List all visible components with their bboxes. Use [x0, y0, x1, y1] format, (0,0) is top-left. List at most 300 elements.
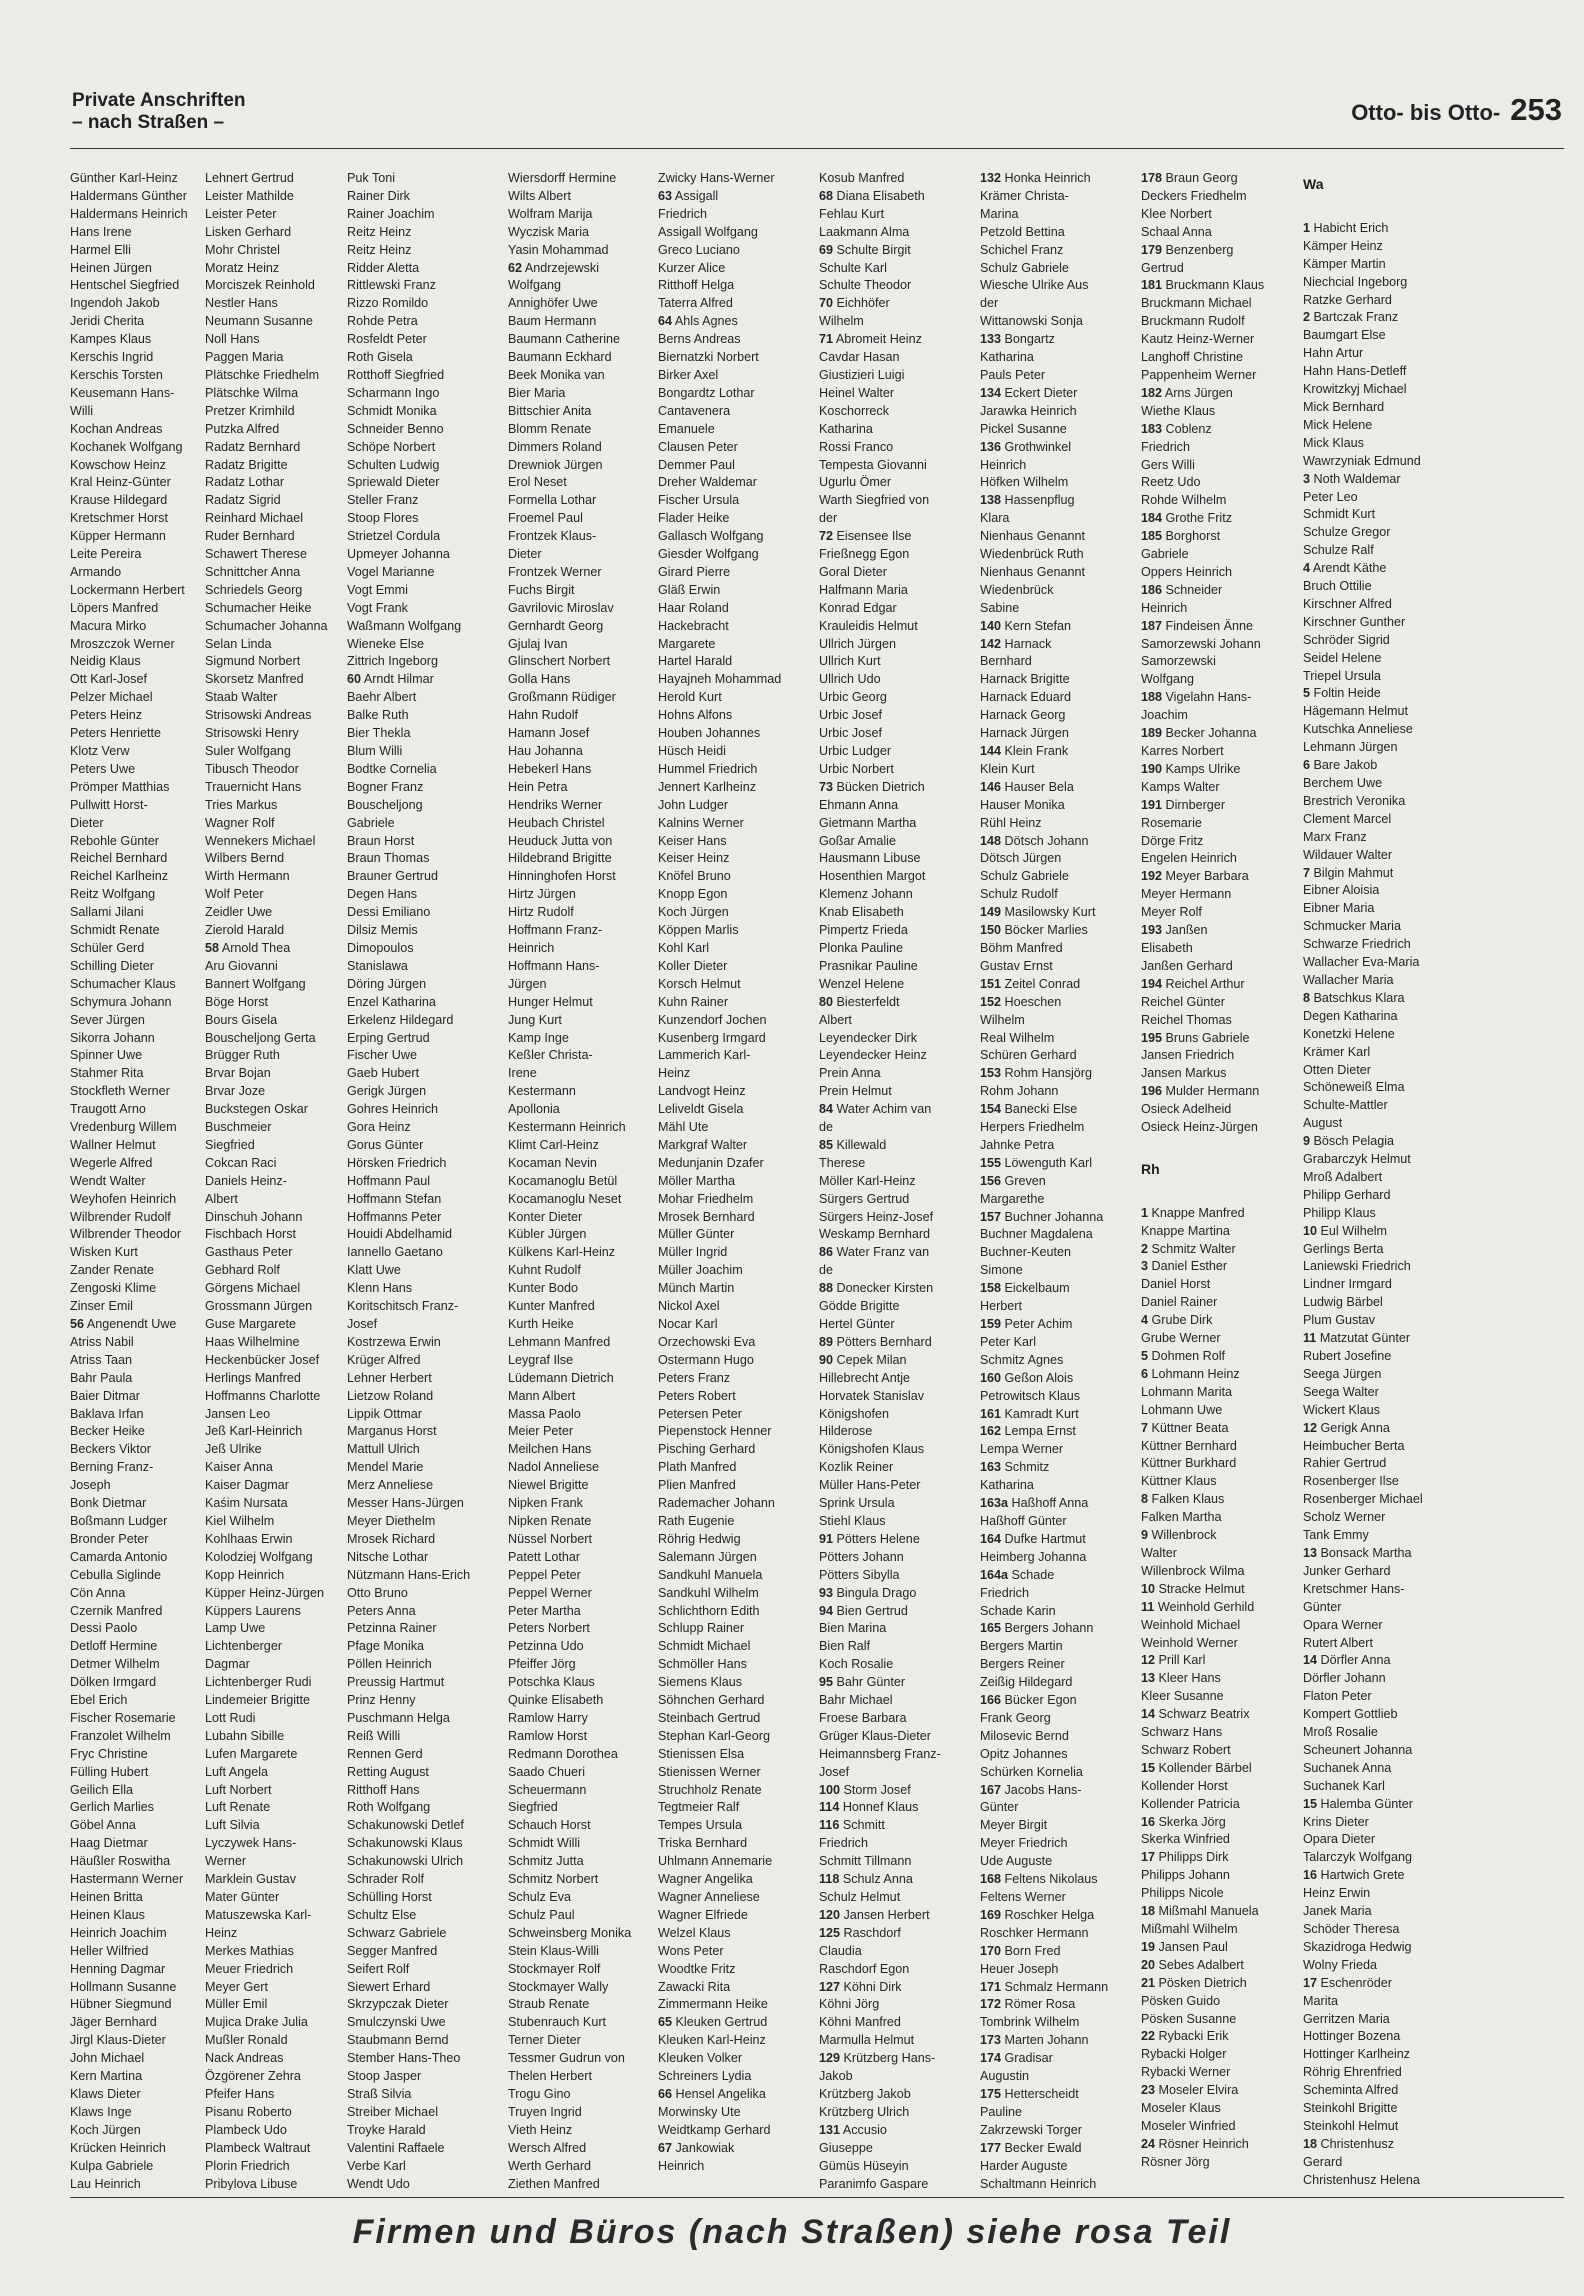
house-number: 174	[980, 2051, 1002, 2066]
resident-entry: Tempes Ursula	[658, 1818, 742, 1833]
resident-entry: Wiedenbrück	[980, 582, 1054, 597]
resident-entry: Lehmann Manfred	[508, 1334, 611, 1349]
resident-entry: Reitz Wolfgang	[70, 887, 156, 902]
resident-entry: 138 Hassenpflug	[980, 493, 1075, 508]
resident-entry: Roth Gisela	[347, 350, 413, 365]
resident-entry: Kutschka Anneliese	[1303, 722, 1413, 737]
resident-entry: Schnittcher Anna	[205, 564, 301, 579]
resident-entry: Küpper Heinz-Jürgen	[205, 1585, 325, 1600]
resident-entry: Kestermann	[508, 1084, 576, 1099]
resident-entry: Elisabeth	[1141, 940, 1193, 955]
house-number: 165	[980, 1621, 1002, 1636]
house-number: 18	[1141, 1904, 1156, 1919]
resident-entry: der	[819, 511, 838, 526]
resident-entry: Ramlow Horst	[508, 1728, 588, 1743]
resident-entry: Joseph	[70, 1478, 111, 1493]
resident-entry: Klenn Hans	[347, 1281, 413, 1296]
resident-entry: Leyendecker Heinz	[819, 1048, 927, 1063]
resident-entry: Terner Dieter	[508, 2033, 581, 2048]
resident-entry: Heckenbücker Josef	[205, 1352, 320, 1367]
resident-entry: Steinkohl Brigitte	[1303, 2101, 1398, 2116]
resident-entry: Kampes Klaus	[70, 332, 152, 347]
resident-entry: Kral Heinz-Günter	[70, 475, 171, 490]
resident-entry: Peters Uwe	[70, 761, 136, 776]
resident-entry: Harnack Brigitte	[980, 672, 1070, 687]
resident-entry: Kosub Manfred	[819, 171, 905, 185]
resident-entry: Urbic Norbert	[819, 761, 894, 776]
resident-entry: Meyer Gert	[205, 1979, 268, 1994]
resident-entry: Kämper Martin	[1303, 256, 1386, 271]
house-number: 16	[1141, 1814, 1156, 1829]
resident-entry: Mohar Friedhelm	[658, 1191, 754, 1206]
resident-entry: Bannert Wolfgang	[205, 976, 306, 991]
resident-entry: Niechcial Ingeborg	[1303, 274, 1408, 289]
resident-entry: Hahn Artur	[1303, 346, 1364, 361]
house-number: 3	[1303, 471, 1311, 486]
resident-entry: 118 Schulz Anna	[819, 1872, 913, 1887]
resident-entry: Schakunowski Detlef	[347, 1818, 464, 1833]
resident-entry: Buchner-Keuten	[980, 1245, 1072, 1260]
resident-entry: Erol Neset	[508, 475, 567, 490]
resident-entry: 65 Kleuken Gertrud	[658, 2015, 768, 2030]
resident-entry: Bittschier Anita	[508, 403, 592, 418]
resident-entry: Wolfgang	[1141, 672, 1194, 687]
resident-entry: 164 Dufke Hartmut	[980, 1531, 1086, 1546]
resident-entry: Valentini Raffaele	[347, 2140, 445, 2155]
resident-entry: Jahnke Petra	[980, 1137, 1055, 1152]
resident-entry: Rittlewski Franz	[347, 278, 436, 293]
resident-entry: Massa Paolo	[508, 1406, 581, 1421]
resident-entry: Bouscheljong Gerta	[205, 1030, 316, 1045]
resident-entry: Krützberg Ulrich	[819, 2104, 910, 2119]
resident-entry: Frontzek Werner	[508, 564, 602, 579]
house-number: 153	[980, 1066, 1002, 1081]
resident-entry: Meier Peter	[508, 1424, 574, 1439]
resident-entry: Mähl Ute	[658, 1120, 709, 1135]
resident-entry: Zakrzewski Torger	[980, 2122, 1082, 2137]
resident-entry: 155 Löwenguth Karl	[980, 1155, 1093, 1170]
resident-entry: Radatz Brigitte	[205, 457, 288, 472]
resident-entry: Skorsetz Manfred	[205, 672, 304, 687]
resident-entry: Wagner Rolf	[205, 815, 275, 830]
house-number: 190	[1141, 761, 1163, 776]
resident-entry: Stockmayer Rolf	[508, 1961, 601, 1976]
resident-entry: Dessi Paolo	[70, 1621, 138, 1636]
resident-entry: Peter Karl	[980, 1334, 1036, 1349]
resident-entry: Petrowitsch Klaus	[980, 1388, 1081, 1403]
resident-entry: Ramlow Harry	[508, 1710, 588, 1725]
resident-entry: Schmitz Jutta	[508, 1854, 584, 1869]
resident-entry: Lufen Margarete	[205, 1746, 298, 1761]
resident-entry: Kretschmer Hans-	[1303, 1581, 1405, 1596]
resident-entry: Blum Willi	[347, 744, 403, 758]
resident-entry: Schulte Karl	[819, 260, 887, 275]
resident-entry: Prömper Matthias	[70, 779, 170, 794]
resident-entry: John Ludger	[658, 797, 729, 812]
resident-entry: Joachim	[1141, 708, 1188, 723]
resident-entry: Hilderose	[819, 1424, 873, 1439]
house-number: 131	[819, 2122, 841, 2137]
resident-entry: Nienhaus Genannt	[980, 564, 1086, 579]
resident-entry: Marx Franz	[1303, 829, 1367, 844]
resident-entry: Selan Linda	[205, 636, 272, 651]
resident-entry: Fuchs Birgit	[508, 582, 575, 597]
resident-entry: Clausen Peter	[658, 439, 738, 454]
house-number: 70	[819, 296, 834, 311]
resident-entry: Rybacki Holger	[1141, 2047, 1227, 2062]
resident-entry: 100 Storm Josef	[819, 1782, 911, 1797]
resident-entry: 60 Arndt Hilmar	[347, 672, 434, 687]
resident-entry: Janßen Gerhard	[1141, 958, 1233, 973]
resident-entry: Stoop Flores	[347, 511, 419, 526]
resident-entry: Spinner Uwe	[70, 1048, 143, 1063]
resident-entry: Brauner Gertrud	[347, 869, 438, 884]
resident-entry: Margarete	[658, 636, 716, 651]
resident-entry: Plambeck Udo	[205, 2122, 287, 2137]
house-number: 64	[658, 314, 673, 329]
resident-entry: Wisken Kurt	[70, 1245, 138, 1260]
resident-entry: Kunter Bodo	[508, 1281, 579, 1296]
resident-entry: Schultz Else	[347, 1907, 417, 1922]
resident-entry: Moseler Klaus	[1141, 2101, 1221, 2116]
resident-entry: Talarczyk Wolfgang	[1303, 1850, 1412, 1865]
house-number: 152	[980, 994, 1002, 1009]
house-number: 16	[1303, 1868, 1318, 1883]
footer-note: Firmen und Büros (nach Straßen) siehe rosa Teil	[352, 2213, 1232, 2251]
resident-entry: Jäger Bernhard	[70, 2015, 157, 2030]
resident-entry: Plambeck Waltraut	[205, 2140, 311, 2155]
house-number: 133	[980, 332, 1002, 347]
resident-entry: 131 Accusio	[819, 2122, 887, 2137]
resident-entry: Wawrzyniak Edmund	[1303, 453, 1421, 468]
resident-entry: Hentschel Siegfried	[70, 278, 180, 293]
resident-entry: Mattull Ulrich	[347, 1442, 420, 1457]
resident-entry: Zimmermann Heike	[658, 1997, 768, 2012]
resident-entry: 196 Mulder Hermann	[1141, 1084, 1260, 1099]
resident-entry: Kohlhaas Erwin	[205, 1531, 293, 1546]
resident-entry: Schmitz Agnes	[980, 1352, 1064, 1367]
resident-entry: Yasin Mohammad	[508, 242, 609, 257]
resident-entry: 19 Jansen Paul	[1141, 1939, 1228, 1954]
resident-entry: Heinrich	[508, 940, 555, 955]
resident-entry: de	[819, 1120, 834, 1135]
resident-entry: Bodtke Cornelia	[347, 761, 437, 776]
resident-entry: Therese	[819, 1155, 866, 1170]
resident-entry: Franzolet Wilhelm	[70, 1728, 171, 1743]
resident-entry: Ullrich Udo	[819, 672, 881, 687]
house-number: 167	[980, 1782, 1002, 1797]
resident-entry: Redmann Dorothea	[508, 1746, 618, 1761]
house-number: 116	[819, 1818, 840, 1833]
resident-entry: Leygraf Ilse	[508, 1352, 574, 1367]
resident-entry: Glinschert Norbert	[508, 654, 611, 669]
resident-entry: Armando	[70, 564, 122, 579]
resident-entry: 23 Moseler Elvira	[1141, 2083, 1239, 2098]
resident-entry: Vredenburg Willem	[70, 1120, 177, 1135]
resident-entry: Gohres Heinrich	[347, 1102, 438, 1117]
resident-entry: Bruch Ottilie	[1303, 579, 1372, 594]
resident-entry: Wilbrender Theodor	[70, 1227, 182, 1242]
resident-entry: 159 Peter Achim	[980, 1317, 1073, 1331]
resident-entry: 90 Cepek Milan	[819, 1352, 907, 1367]
resident-entry: Puschmann Helga	[347, 1710, 450, 1725]
house-number: 1	[1303, 220, 1311, 235]
house-number: 161	[980, 1406, 1002, 1421]
resident-entry: Langhoff Christine	[1141, 350, 1243, 365]
resident-entry: Hillebrecht Antje	[819, 1370, 911, 1385]
resident-entry: Scheuermann	[508, 1782, 587, 1797]
house-number: 151	[980, 976, 1002, 991]
resident-entry: Laniewski Friedrich	[1303, 1259, 1411, 1274]
resident-entry: Bien Marina	[819, 1621, 887, 1636]
house-number: 196	[1141, 1084, 1163, 1099]
resident-entry: Bier Maria	[508, 385, 566, 400]
resident-entry: 12 Prill Karl	[1141, 1653, 1206, 1668]
resident-entry: Keusemann Hans-	[70, 385, 175, 400]
house-number: 17	[1303, 1975, 1318, 1990]
resident-entry: 88 Donecker Kirsten	[819, 1281, 934, 1296]
resident-entry: Dinschuh Johann	[205, 1209, 303, 1224]
resident-entry: Atriss Nabil	[70, 1334, 134, 1349]
resident-entry: Weinhold Werner	[1141, 1635, 1238, 1650]
house-number: 23	[1141, 2083, 1156, 2098]
resident-entry: Fehlau Kurt	[819, 206, 885, 221]
resident-entry: Rubert Josefine	[1303, 1349, 1392, 1363]
resident-entry: Steinbach Gertrud	[658, 1710, 761, 1725]
resident-entry: Krüger Alfred	[347, 1352, 421, 1367]
resident-entry: 17 Eschenröder	[1303, 1975, 1392, 1990]
resident-entry: Rosenberger Ilse	[1303, 1474, 1399, 1489]
resident-entry: Kiel Wilhelm	[205, 1513, 275, 1528]
resident-entry: 15 Kollender Bärbel	[1141, 1760, 1252, 1775]
resident-entry: Giustizieri Luigi	[819, 367, 905, 382]
resident-entry: Wolfgang	[508, 278, 561, 293]
resident-entry: Erkelenz Hildegard	[347, 1012, 454, 1027]
resident-entry: Petzold Bettina	[980, 224, 1065, 239]
resident-entry: 148 Dötsch Johann	[980, 833, 1089, 848]
resident-entry: Hans Irene	[70, 224, 132, 239]
resident-entry: Nipken Renate	[508, 1513, 592, 1528]
house-number: 188	[1141, 690, 1163, 705]
resident-entry: Ridder Aletta	[347, 260, 420, 275]
house-number: 136	[980, 439, 1002, 454]
resident-entry: Gjulaj Ivan	[508, 636, 568, 651]
house-number: 182	[1141, 385, 1163, 400]
resident-entry: Ingendoh Jakob	[70, 296, 160, 311]
resident-entry: 150 Böcker Marlies	[980, 923, 1088, 938]
resident-entry: Klimt Carl-Heinz	[508, 1137, 599, 1152]
resident-entry: Mrosek Bernhard	[658, 1209, 755, 1224]
resident-entry: Böhm Manfred	[980, 940, 1063, 955]
resident-entry: Grüger Klaus-Dieter	[819, 1728, 931, 1743]
resident-entry: Daniels Heinz-	[205, 1173, 287, 1188]
resident-entry: Goßar Amalie	[819, 833, 896, 848]
house-number: 68	[819, 188, 834, 203]
resident-entry: Schmidt Monika	[347, 403, 437, 418]
resident-entry: Leliveldt Gisela	[658, 1102, 744, 1117]
resident-entry: Luft Renate	[205, 1800, 271, 1815]
resident-entry: Lippik Ottmar	[347, 1406, 422, 1421]
resident-entry: Geilich Ella	[70, 1782, 133, 1797]
resident-entry: Mroszczok Werner	[70, 636, 175, 651]
resident-entry: Sprink Ursula	[819, 1496, 895, 1511]
resident-entry: Külkens Karl-Heinz	[508, 1245, 616, 1260]
resident-entry: Walter	[1141, 1545, 1177, 1560]
resident-entry: Pötters Johann	[819, 1549, 904, 1564]
resident-entry: Tries Markus	[205, 797, 278, 812]
resident-entry: Peter Martha	[508, 1603, 581, 1618]
resident-entry: Detloff Hermine	[70, 1639, 158, 1654]
resident-entry: Brvar Bojan	[205, 1066, 271, 1081]
resident-entry: Wallacher Maria	[1303, 972, 1394, 987]
resident-entry: Pribylova Libuse	[205, 2176, 298, 2190]
resident-entry: Günther Karl-Heinz	[70, 171, 178, 185]
resident-entry: Luft Silvia	[205, 1818, 260, 1833]
resident-entry: Mick Helene	[1303, 417, 1373, 432]
resident-entry: Gietmann Martha	[819, 815, 917, 830]
house-number: 193	[1141, 923, 1163, 938]
resident-entry: Ude Auguste	[980, 1854, 1053, 1869]
resident-entry: Koch Jürgen	[658, 905, 729, 920]
resident-entry: Bonk Dietmar	[70, 1496, 147, 1511]
resident-entry: Nickol Axel	[658, 1299, 720, 1314]
resident-entry: Klotz Verw	[70, 744, 130, 758]
resident-entry: 172 Römer Rosa	[980, 1997, 1076, 2012]
resident-entry: Mick Bernhard	[1303, 399, 1385, 414]
resident-entry: Baklava Irfan	[70, 1406, 144, 1421]
resident-entry: Baumann Eckhard	[508, 350, 612, 365]
house-number: 125	[819, 1925, 841, 1940]
resident-entry: 184 Grothe Fritz	[1141, 511, 1232, 526]
resident-entry: Roschker Hermann	[980, 1925, 1089, 1940]
house-number: 173	[980, 2033, 1002, 2048]
resident-entry: Klein Kurt	[980, 761, 1035, 776]
resident-entry: Müller Joachim	[658, 1263, 743, 1278]
directory-columns	[70, 170, 1562, 2190]
resident-entry: Osieck Adelheid	[1141, 1102, 1232, 1117]
resident-entry: Janek Maria	[1303, 1904, 1372, 1919]
house-number: 90	[819, 1352, 834, 1367]
resident-entry: Wennekers Michael	[205, 833, 316, 848]
resident-entry: Reichel Günter	[1141, 994, 1225, 1009]
resident-entry: Ugurlu Ömer	[819, 475, 892, 490]
resident-entry: Kuhnt Rudolf	[508, 1263, 581, 1278]
resident-entry: Bahr Michael	[819, 1693, 893, 1708]
resident-entry: Hein Petra	[508, 779, 568, 794]
resident-entry: Salemann Jürgen	[658, 1549, 757, 1564]
resident-entry: 194 Reichel Arthur	[1141, 976, 1245, 991]
resident-entry: 167 Jacobs Hans-	[980, 1782, 1082, 1797]
house-number: 6	[1303, 758, 1311, 773]
resident-entry: Schlichthorn Edith	[658, 1603, 760, 1618]
house-number: 154	[980, 1102, 1002, 1117]
directory-column	[1303, 170, 1465, 2190]
resident-entry: Mißmahl Wilhelm	[1141, 1922, 1238, 1936]
resident-entry: Rosenberger Michael	[1303, 1492, 1423, 1507]
resident-entry: Heinrich	[980, 457, 1027, 472]
resident-entry: Siemens Klaus	[658, 1675, 742, 1690]
street-range: Otto- bis Otto-	[1351, 100, 1501, 125]
resident-entry: Boßmann Ludger	[70, 1513, 168, 1528]
resident-entry: Herpers Friedhelm	[980, 1120, 1085, 1135]
resident-entry: Cebulla Siglinde	[70, 1567, 162, 1582]
resident-entry: Clement Marcel	[1303, 811, 1392, 826]
resident-entry: Kurzer Alice	[658, 260, 726, 275]
house-number: 184	[1141, 511, 1163, 526]
house-number: 127	[819, 1979, 841, 1994]
resident-entry: Medunjanin Dzafer	[658, 1155, 764, 1170]
resident-entry: Hummel Friedrich	[658, 761, 758, 776]
resident-entry: Möller Martha	[658, 1173, 735, 1188]
resident-entry: Häußler Roswitha	[70, 1854, 171, 1869]
resident-entry: Houben Johannes	[658, 726, 761, 741]
resident-entry: Bruckmann Michael	[1141, 296, 1252, 311]
resident-entry: 4 Arendt Käthe	[1303, 561, 1387, 576]
resident-entry: Lindner Irmgard	[1303, 1277, 1392, 1292]
resident-entry: Heinen Britta	[70, 1890, 143, 1904]
house-number: 22	[1141, 2029, 1156, 2044]
resident-entry: Prein Helmut	[819, 1084, 892, 1099]
resident-entry: 164a Schade	[980, 1567, 1055, 1582]
resident-entry: Hackebracht	[658, 618, 729, 633]
resident-entry: Friedrich	[658, 206, 707, 221]
house-number: 89	[819, 1334, 834, 1349]
resident-entry: Harmel Elli	[70, 242, 131, 257]
resident-entry: Nüssel Norbert	[508, 1531, 592, 1546]
resident-entry: Fischer Ursula	[658, 493, 740, 508]
resident-entry: Schilling Dieter	[70, 958, 154, 973]
house-number: 72	[819, 529, 834, 544]
resident-entry: Klaws Inge	[70, 2104, 132, 2119]
resident-entry: 149 Masilowsky Kurt	[980, 905, 1096, 920]
resident-entry: Albert	[819, 1012, 852, 1027]
resident-entry: Eibner Maria	[1303, 901, 1375, 916]
house-number: 1	[1141, 1205, 1149, 1220]
resident-entry: Truyen Ingrid	[508, 2104, 582, 2119]
resident-entry: 181 Bruckmann Klaus	[1141, 278, 1265, 293]
resident-entry: Heuer Joseph	[980, 1961, 1059, 1976]
resident-entry: Bergers Martin	[980, 1639, 1063, 1654]
resident-entry: Samorzewski Johann	[1141, 636, 1261, 651]
resident-entry: Gorus Günter	[347, 1137, 424, 1152]
resident-entry: Mann Albert	[508, 1388, 576, 1403]
resident-entry: Augustin	[980, 2069, 1030, 2084]
resident-entry: Kestermann Heinrich	[508, 1120, 626, 1135]
resident-entry: Konetzki Helene	[1303, 1026, 1395, 1041]
house-number: 15	[1141, 1760, 1156, 1775]
resident-entry: Spriewald Dieter	[347, 475, 440, 490]
house-number: 114	[819, 1800, 840, 1815]
resident-entry: Schröder Sigrid	[1303, 632, 1390, 647]
resident-entry: Zwicky Hans-Werner	[658, 171, 775, 185]
resident-entry: Pickel Susanne	[980, 421, 1067, 436]
resident-entry: 14 Schwarz Beatrix	[1141, 1707, 1250, 1722]
resident-entry: Kübler Jürgen	[508, 1227, 587, 1242]
resident-entry: Pisanu Roberto	[205, 2104, 292, 2119]
resident-entry: Kern Martina	[70, 2069, 143, 2084]
resident-entry: Lehner Herbert	[347, 1370, 432, 1385]
resident-entry: 187 Findeisen Änne	[1141, 618, 1254, 633]
house-number: 142	[980, 636, 1002, 651]
resident-entry: Gerlings Berta	[1303, 1241, 1384, 1256]
resident-entry: Dimmers Roland	[508, 439, 602, 454]
resident-entry: Strisowski Andreas	[205, 708, 312, 723]
resident-entry: Heimbucher Berta	[1303, 1438, 1405, 1453]
resident-entry: Pfeiffer Jörg	[508, 1657, 576, 1672]
resident-entry: Haldermans Günther	[70, 188, 187, 203]
resident-entry: Suler Wolfgang	[205, 744, 291, 758]
house-number: 159	[980, 1317, 1002, 1331]
